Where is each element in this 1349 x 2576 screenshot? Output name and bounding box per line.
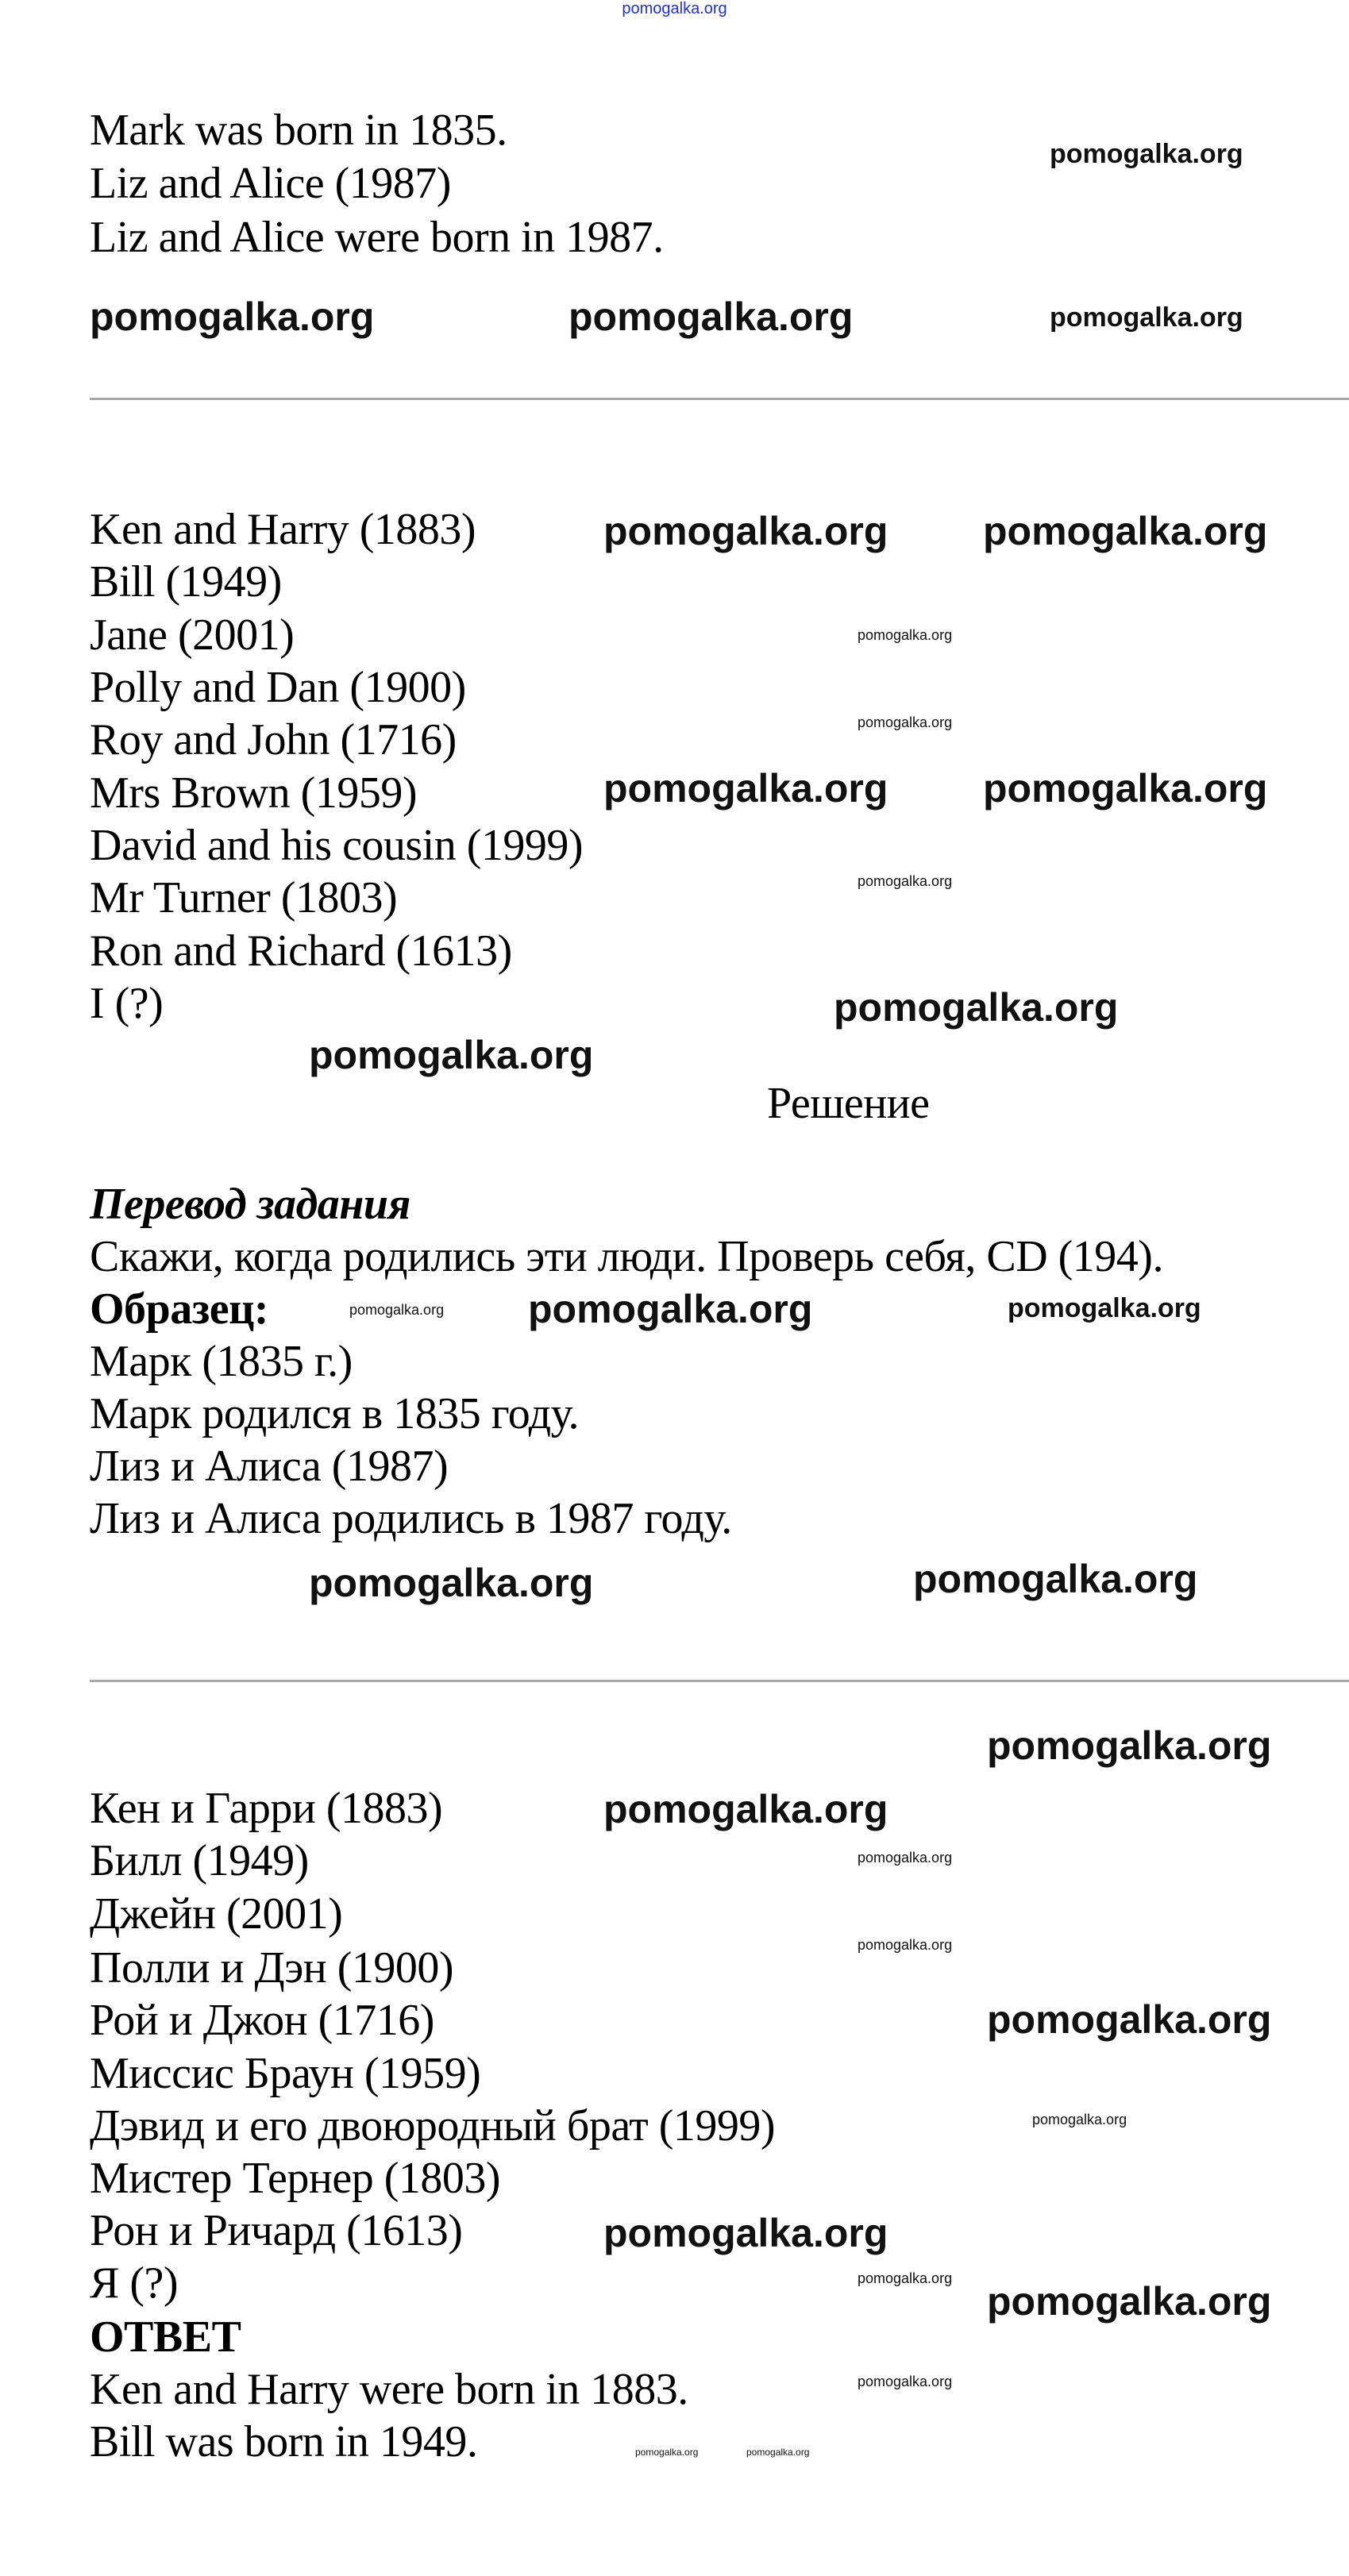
sample-translation-line: Марк (1835 г.) (90, 1337, 353, 1386)
translation-heading: Перевод задания (90, 1180, 410, 1229)
task-item: Polly and Dan (1900) (90, 663, 466, 712)
watermark: pomogalka.org (603, 1787, 888, 1831)
watermark: pomogalka.org (1008, 1293, 1201, 1323)
watermark: pomogalka.org (1050, 302, 1243, 333)
sample-translation-line: Лиз и Алиса родились в 1987 году. (90, 1494, 732, 1543)
watermark: pomogalka.org (309, 1561, 594, 1605)
watermark: pomogalka.org (913, 1557, 1198, 1601)
translation-item: Я (?) (90, 2258, 179, 2308)
divider (90, 398, 1349, 400)
task-item: I (?) (90, 979, 164, 1028)
translation-item: Мистер Тернер (1803) (90, 2154, 500, 2203)
watermark: pomogalka.org (349, 1302, 445, 1318)
watermark: pomogalka.org (309, 1033, 594, 1077)
watermark: pomogalka.org (603, 2211, 888, 2255)
watermark: pomogalka.org (90, 295, 375, 339)
watermark: pomogalka.org (983, 766, 1268, 811)
watermark: pomogalka.org (528, 1287, 813, 1331)
translation-item: Полли и Дэн (1900) (90, 1943, 454, 1993)
translation-item: Рой и Джон (1716) (90, 1996, 434, 2045)
watermark: pomogalka.org (858, 2270, 953, 2286)
site-link[interactable]: pomogalka.org (622, 0, 727, 17)
watermark: pomogalka.org (987, 2279, 1272, 2324)
watermark: pomogalka.org (569, 295, 854, 339)
translation-item: Миссис Браун (1959) (90, 2049, 481, 2098)
watermark: pomogalka.org (603, 509, 888, 553)
watermark: pomogalka.org (746, 2447, 810, 2458)
translation-item: Билл (1949) (90, 1836, 309, 1885)
sample-line: Liz and Alice (1987) (90, 159, 451, 208)
watermark: pomogalka.org (858, 1850, 953, 1866)
answer-heading: ОТВЕТ (90, 2312, 241, 2362)
sample-line: Mark was born in 1835. (90, 106, 507, 155)
sample-translation-line: Марк родился в 1835 году. (90, 1389, 580, 1438)
watermark: pomogalka.org (858, 1937, 953, 1953)
task-item: Ken and Harry (1883) (90, 505, 476, 554)
watermark: pomogalka.org (603, 766, 888, 811)
watermark: pomogalka.org (858, 2374, 953, 2389)
solution-heading: Решение (767, 1079, 930, 1128)
translation-item: Дэвид и его двоюродный брат (1999) (90, 2101, 776, 2151)
translation-item: Джейн (2001) (90, 1889, 343, 1939)
watermark: pomogalka.org (635, 2447, 699, 2458)
answer-line: Ken and Harry were born in 1883. (90, 2365, 688, 2414)
watermark: pomogalka.org (987, 1723, 1272, 1768)
translation-item: Рон и Ричард (1613) (90, 2206, 463, 2255)
task-item: Jane (2001) (90, 610, 295, 660)
task-item: Mr Turner (1803) (90, 873, 398, 922)
task-item: Bill (1949) (90, 557, 282, 606)
watermark: pomogalka.org (858, 873, 953, 889)
watermark: pomogalka.org (983, 509, 1268, 553)
watermark: pomogalka.org (987, 1997, 1272, 2042)
divider (90, 1680, 1349, 1682)
sample-translation-line: Лиз и Алиса (1987) (90, 1442, 449, 1491)
watermark: pomogalka.org (1050, 139, 1243, 169)
answer-line: Bill was born in 1949. (90, 2417, 478, 2466)
task-item: Mrs Brown (1959) (90, 768, 417, 818)
watermark: pomogalka.org (858, 627, 953, 643)
translation-item: Кен и Гарри (1883) (90, 1784, 443, 1833)
watermark: pomogalka.org (834, 985, 1119, 1030)
translation-instruction: Скажи, когда родились эти люди. Проверь себя, CD (194). (90, 1232, 1163, 1281)
sample-line: Liz and Alice were born in 1987. (90, 213, 664, 262)
watermark: pomogalka.org (858, 714, 953, 730)
task-item: Roy and John (1716) (90, 715, 457, 764)
sample-label: Образец: (90, 1284, 268, 1334)
watermark: pomogalka.org (1032, 2112, 1127, 2127)
task-item: Ron and Richard (1613) (90, 926, 512, 976)
task-item: David and his cousin (1999) (90, 821, 584, 870)
